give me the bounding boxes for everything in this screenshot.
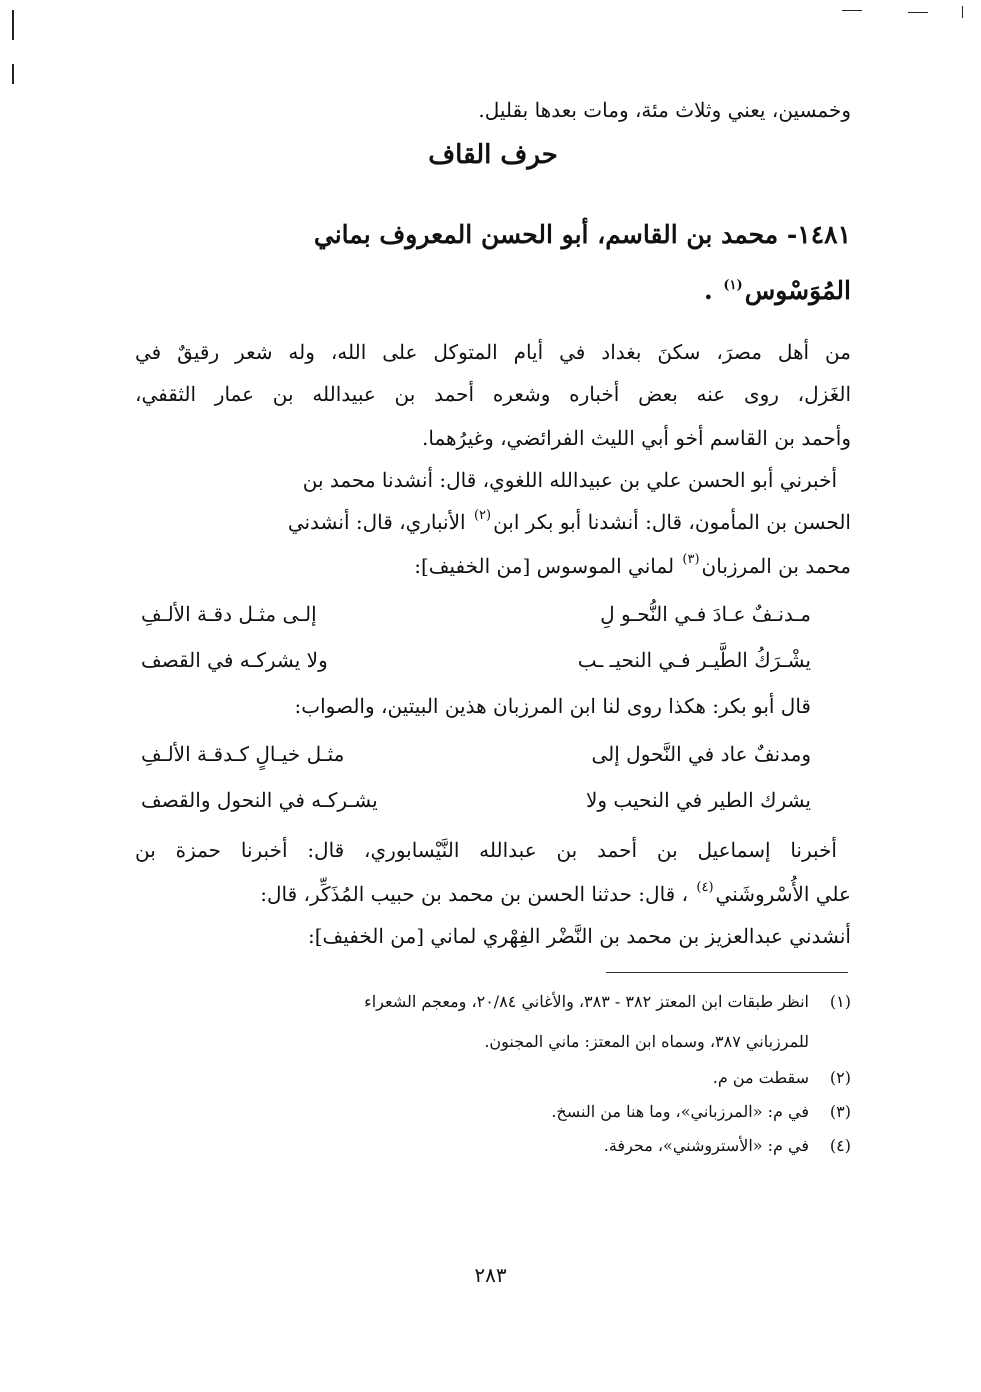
paragraph2-line2-start: الحسن بن المأمون، قال: أنشدنا أبو بكر ابن bbox=[493, 510, 851, 534]
footnotes-block bbox=[135, 0, 851, 1392]
footnote-2 bbox=[713, 1066, 851, 1090]
verse-hemistich: مثـل خيـالٍ كـدقـة الألـفِ bbox=[141, 742, 345, 766]
footnote-number: (٢) bbox=[829, 1068, 851, 1087]
footnote-text: في م: «المرزباني»، وما هنا من النسخ. bbox=[551, 1102, 809, 1121]
paragraph2-line2-end: الأنباري، قال: أنشدني bbox=[287, 510, 466, 534]
scan-edge-mark bbox=[12, 10, 14, 40]
paragraph4-line2-end: ، قال: حدثنا الحسن بن محمد بن حبيب المُذَكِّر، قال: bbox=[260, 882, 689, 906]
verse-hemistich: مـدنـفٌ عـادَ فـي النُّحـو لِ bbox=[600, 602, 811, 626]
scan-edge-mark bbox=[908, 12, 928, 13]
paragraph4-line2-start: علي الأُسْروشَني bbox=[715, 882, 851, 906]
paragraph2-line1: أخبرني أبو الحسن علي بن عبيدالله اللغوي، قال: أنشدنا محمد بن bbox=[302, 468, 837, 492]
scan-edge-mark bbox=[962, 6, 963, 18]
footnote-text: سقطت من م. bbox=[712, 1068, 809, 1087]
top-line: وخمسين، يعني وثلاث مئة، ومات بعدها بقليل. bbox=[478, 98, 851, 122]
verse-hemistich: يشرك الطير في النحيب ولا bbox=[585, 788, 811, 812]
footnote-1-continuation: للمرزباني ٣٨٧، وسماه ابن المعتز: ماني المجنون. bbox=[484, 1032, 809, 1051]
footnote-number: (٤) bbox=[829, 1136, 851, 1155]
footnote-4 bbox=[604, 1134, 851, 1158]
entry-title-end: . bbox=[703, 276, 713, 305]
verse-hemistich: ولا يشركـه في القصف bbox=[141, 648, 328, 672]
verse-hemistich: يشْـرَكُ الطَّيـر فـي النحيـ ـب bbox=[577, 648, 811, 672]
paragraph3-line1: قال أبو بكر: هكذا روى لنا ابن المرزبان هذين البيتين، والصواب: bbox=[294, 694, 811, 718]
verse-hemistich: يشـركـه في النحول والقصف bbox=[141, 788, 378, 812]
paragraph2-line3-start: محمد بن المرزبان bbox=[701, 554, 851, 578]
footnote-ref: (٣) bbox=[682, 552, 700, 567]
entry-title-name: المُوَسْوس bbox=[744, 276, 851, 305]
paragraph1-line3: وأحمد بن القاسم أخو أبي الليث الفرائضي، وغيرُهما. bbox=[422, 426, 851, 450]
footnote-ref: (١) bbox=[723, 278, 743, 293]
footnote-ref: (٤) bbox=[696, 880, 714, 895]
section-heading: حرف القاف bbox=[428, 140, 558, 170]
verse-hemistich: إلـى مثـل دقـة الألـفِ bbox=[141, 602, 317, 626]
paragraph1-line1: من أهل مصرَ، سكنَ بغداد في أيام المتوكل على الله، وله شعر رقيقٌ في bbox=[135, 340, 851, 364]
paragraph4-line1: أخبرنا إسماعيل بن أحمد بن عبدالله النَّيْسابوري، قال: أخبرنا حمزة بن bbox=[135, 838, 837, 862]
page-number: ٢٨٣ bbox=[474, 1263, 507, 1287]
footnote-ref: (٢) bbox=[473, 508, 492, 523]
entry-title-line1: ١٤٨١- محمد بن القاسم، أبو الحسن المعروف بماني bbox=[313, 220, 851, 249]
footnote-3 bbox=[551, 1100, 851, 1124]
paragraph2-line3-end: لماني الموسوس [من الخفيف]: bbox=[414, 554, 675, 578]
footnote-number: (٣) bbox=[829, 1102, 851, 1121]
scan-edge-mark bbox=[12, 64, 14, 84]
verse-hemistich: ومدنفٌ عاد في النَّحول إلى bbox=[591, 742, 811, 766]
footnote-number: (١) bbox=[829, 992, 851, 1011]
paragraph1-line2: الغَزل، روى عنه بعض أخباره وشعره أحمد بن عبيدالله بن عمار الثقفي، bbox=[135, 382, 851, 406]
footnote-1 bbox=[364, 990, 851, 1014]
footnote-text: انظر طبقات ابن المعتز ٣٨٢ - ٣٨٣، والأغاني ٢٠/٨٤، ومعجم الشعراء bbox=[364, 992, 809, 1011]
paragraph4-line3: أنشدني عبدالعزيز بن محمد بن النَّضْر الفِهْري لماني [من الخفيف]: bbox=[307, 924, 851, 948]
footnote-text: في م: «الأستروشني»، محرفة. bbox=[603, 1136, 809, 1155]
